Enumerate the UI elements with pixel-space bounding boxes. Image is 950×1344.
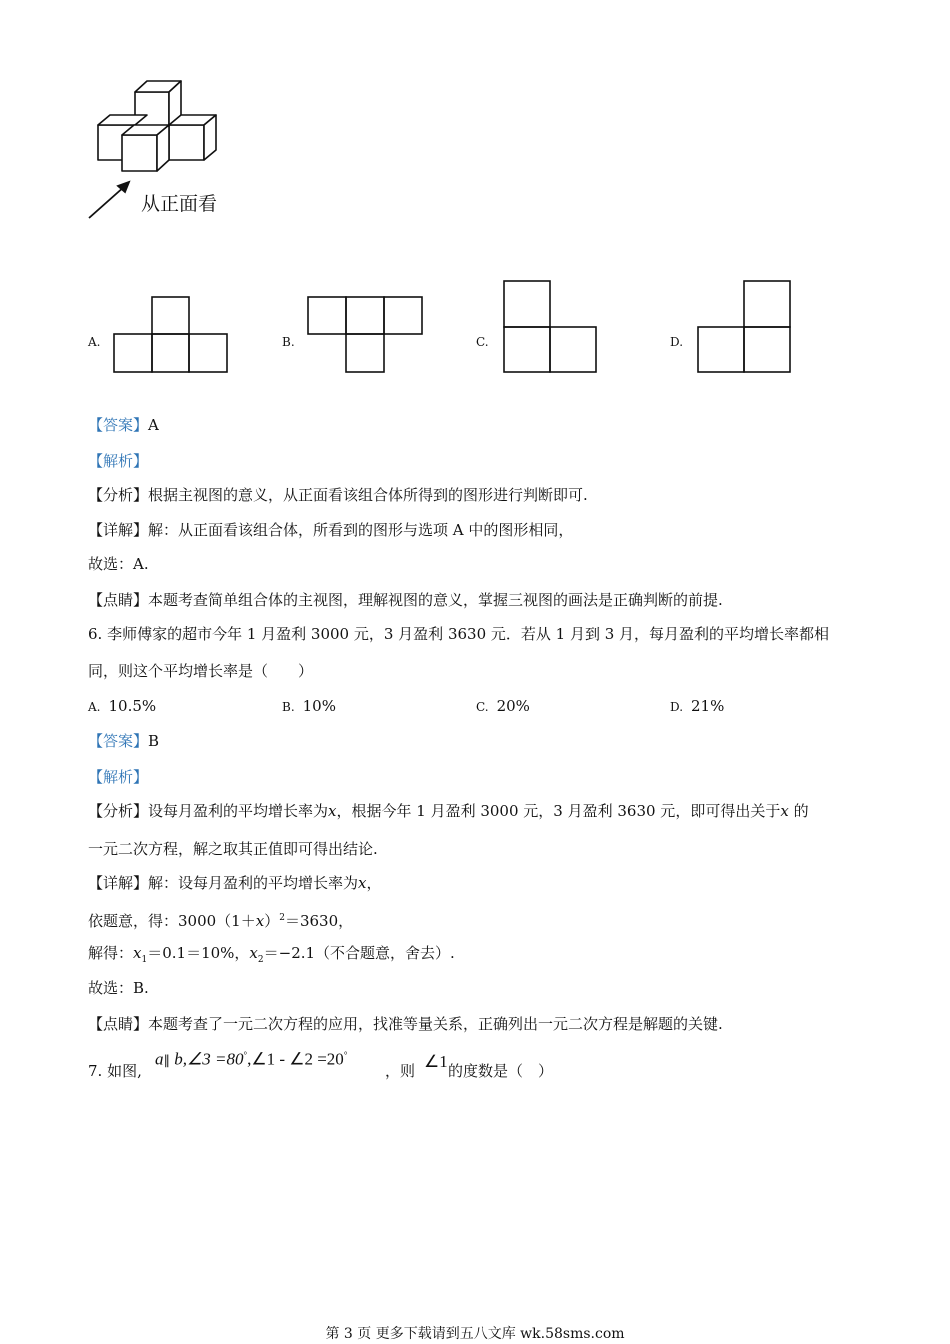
sol-x1-val: ＝0.1＝10%， bbox=[147, 944, 250, 962]
q6-answer-line bbox=[88, 731, 159, 751]
sol-x1-sub: 1 bbox=[141, 955, 148, 965]
eq-b: ） bbox=[264, 912, 280, 930]
var-x: x bbox=[249, 944, 258, 962]
q6-xiangjie-a: 解：设每月盈利的平均增长率为 bbox=[148, 874, 359, 892]
q5-conclusion: 故选：A. bbox=[88, 555, 149, 573]
q7-then: ，则 bbox=[385, 1062, 416, 1080]
q6-fenxi-a: 设每月盈利的平均增长率为 bbox=[148, 802, 329, 820]
q6-xiangjie-line bbox=[88, 873, 382, 893]
q6-answer: B bbox=[148, 732, 160, 750]
q7-formula bbox=[155, 1044, 347, 1072]
q6-option-a-value: 10.5% bbox=[108, 697, 157, 715]
page-footer: 第 3 页 更多下载请到五八文库 wk.58sms.com bbox=[325, 1326, 625, 1342]
sol-x2-sub: 2 bbox=[257, 955, 264, 965]
q6-analysis-tag: 【解析】 bbox=[88, 768, 149, 786]
formula-parallel: ∥ bbox=[163, 1052, 170, 1068]
q5-analysis-tag: 【解析】 bbox=[88, 452, 149, 470]
q6-stem-line2: 同，则这个平均增长率是（ ） bbox=[88, 662, 314, 680]
q6-fenxi-line1 bbox=[88, 801, 809, 821]
formula-a: a bbox=[155, 1049, 164, 1069]
q6-fenxi-line2: 一元二次方程，解之取其正值即可得出结论. bbox=[88, 840, 378, 858]
q5-answer-line bbox=[88, 415, 159, 435]
eq-c: ＝3630， bbox=[284, 912, 354, 930]
dianjing-tag: 【点睛】 bbox=[88, 1015, 149, 1033]
q5-option-c-label: C. bbox=[476, 335, 489, 349]
var-x: x bbox=[328, 802, 337, 820]
q6-option-a bbox=[88, 696, 156, 717]
q5-option-c-figure bbox=[502, 279, 600, 375]
q6-solution bbox=[88, 943, 455, 970]
fenxi-tag: 【分析】 bbox=[88, 802, 149, 820]
q6-option-b-label: B. bbox=[282, 700, 295, 714]
view-caption: 从正面看 bbox=[141, 193, 218, 215]
q5-dianjing-text: 本题考查简单组合体的主视图，理解视图的意义，掌握三视图的画法是正确判断的前提. bbox=[148, 591, 723, 609]
answer-tag: 【答案】 bbox=[88, 732, 149, 750]
q7-suffix: 的度数是（ ） bbox=[448, 1062, 554, 1080]
degree-sign: ° bbox=[243, 1050, 248, 1060]
sol-x2-val: ＝−2.1（不合题意，舍去）. bbox=[263, 944, 455, 962]
q6-option-d-label: D. bbox=[670, 700, 684, 714]
view-arrow-icon bbox=[89, 182, 129, 218]
q5-option-b-label: B. bbox=[282, 335, 295, 349]
sol-prefix: 解得： bbox=[88, 944, 134, 962]
var-x: x bbox=[780, 802, 789, 820]
q5-xiangjie-line bbox=[88, 520, 573, 540]
q6-option-c-label: C. bbox=[476, 700, 489, 714]
xiangjie-tag: 【详解】 bbox=[88, 874, 149, 892]
var-x: x bbox=[133, 944, 142, 962]
q6-option-d-value: 21% bbox=[691, 697, 725, 715]
var-x: x bbox=[358, 874, 367, 892]
q6-equation bbox=[88, 908, 353, 931]
formula-b: b,∠3 =80 bbox=[170, 1049, 244, 1069]
q5-fenxi-line bbox=[88, 485, 588, 505]
q7-angle1: ∠1 bbox=[424, 1052, 448, 1071]
q5-option-a-label: A. bbox=[88, 335, 101, 349]
q6-option-b bbox=[282, 696, 336, 717]
q6-xiangjie-b: ， bbox=[366, 874, 382, 892]
answer-tag: 【答案】 bbox=[88, 416, 149, 434]
q7-prefix: 7. 如图, bbox=[88, 1062, 142, 1080]
dianjing-tag: 【点睛】 bbox=[88, 591, 149, 609]
q5-option-d-figure bbox=[696, 279, 794, 375]
q5-dianjing-line bbox=[88, 590, 723, 610]
fenxi-tag: 【分析】 bbox=[88, 486, 149, 504]
degree-sign: ° bbox=[343, 1050, 348, 1060]
q6-stem-line1: 6. 李师傅家的超市今年 1 月盈利 3000 元，3 月盈利 3630 元．若从 1 月到 3 月，每月盈利的平均增长率都相 bbox=[88, 625, 830, 643]
q6-option-c bbox=[476, 696, 530, 717]
q6-dianjing-line bbox=[88, 1014, 723, 1034]
var-x: x bbox=[255, 912, 265, 930]
q6-dianjing-text: 本题考查了一元二次方程的应用，找准等量关系，正确列出一元二次方程是解题的关键. bbox=[148, 1015, 723, 1033]
q5-fenxi-text: 根据主视图的意义，从正面看该组合体所得到的图形进行判断即可. bbox=[148, 486, 588, 504]
formula-c: ,∠1 - ∠2 =20 bbox=[247, 1049, 344, 1069]
q5-option-a-figure bbox=[112, 295, 230, 375]
xiangjie-tag: 【详解】 bbox=[88, 521, 149, 539]
q6-option-b-value: 10% bbox=[302, 697, 336, 715]
eq-a: 依题意，得：3000（1＋ bbox=[88, 912, 256, 930]
q6-conclusion: 故选：B. bbox=[88, 979, 149, 997]
q6-fenxi-b: ，根据今年 1 月盈利 3000 元，3 月盈利 3630 元，即可得出关于 bbox=[336, 802, 781, 820]
q6-option-a-label: A. bbox=[88, 700, 101, 714]
q5-option-b-figure bbox=[306, 295, 426, 375]
eq-exponent: 2 bbox=[279, 913, 285, 923]
q6-option-d bbox=[670, 696, 724, 717]
q6-fenxi-c: 的 bbox=[788, 802, 809, 820]
q5-option-d-label: D. bbox=[670, 335, 684, 349]
q6-option-c-value: 20% bbox=[496, 697, 530, 715]
q5-xiangjie-text: 解：从正面看该组合体，所看到的图形与选项 A 中的图形相同， bbox=[148, 521, 574, 539]
q5-answer: A bbox=[148, 416, 159, 434]
